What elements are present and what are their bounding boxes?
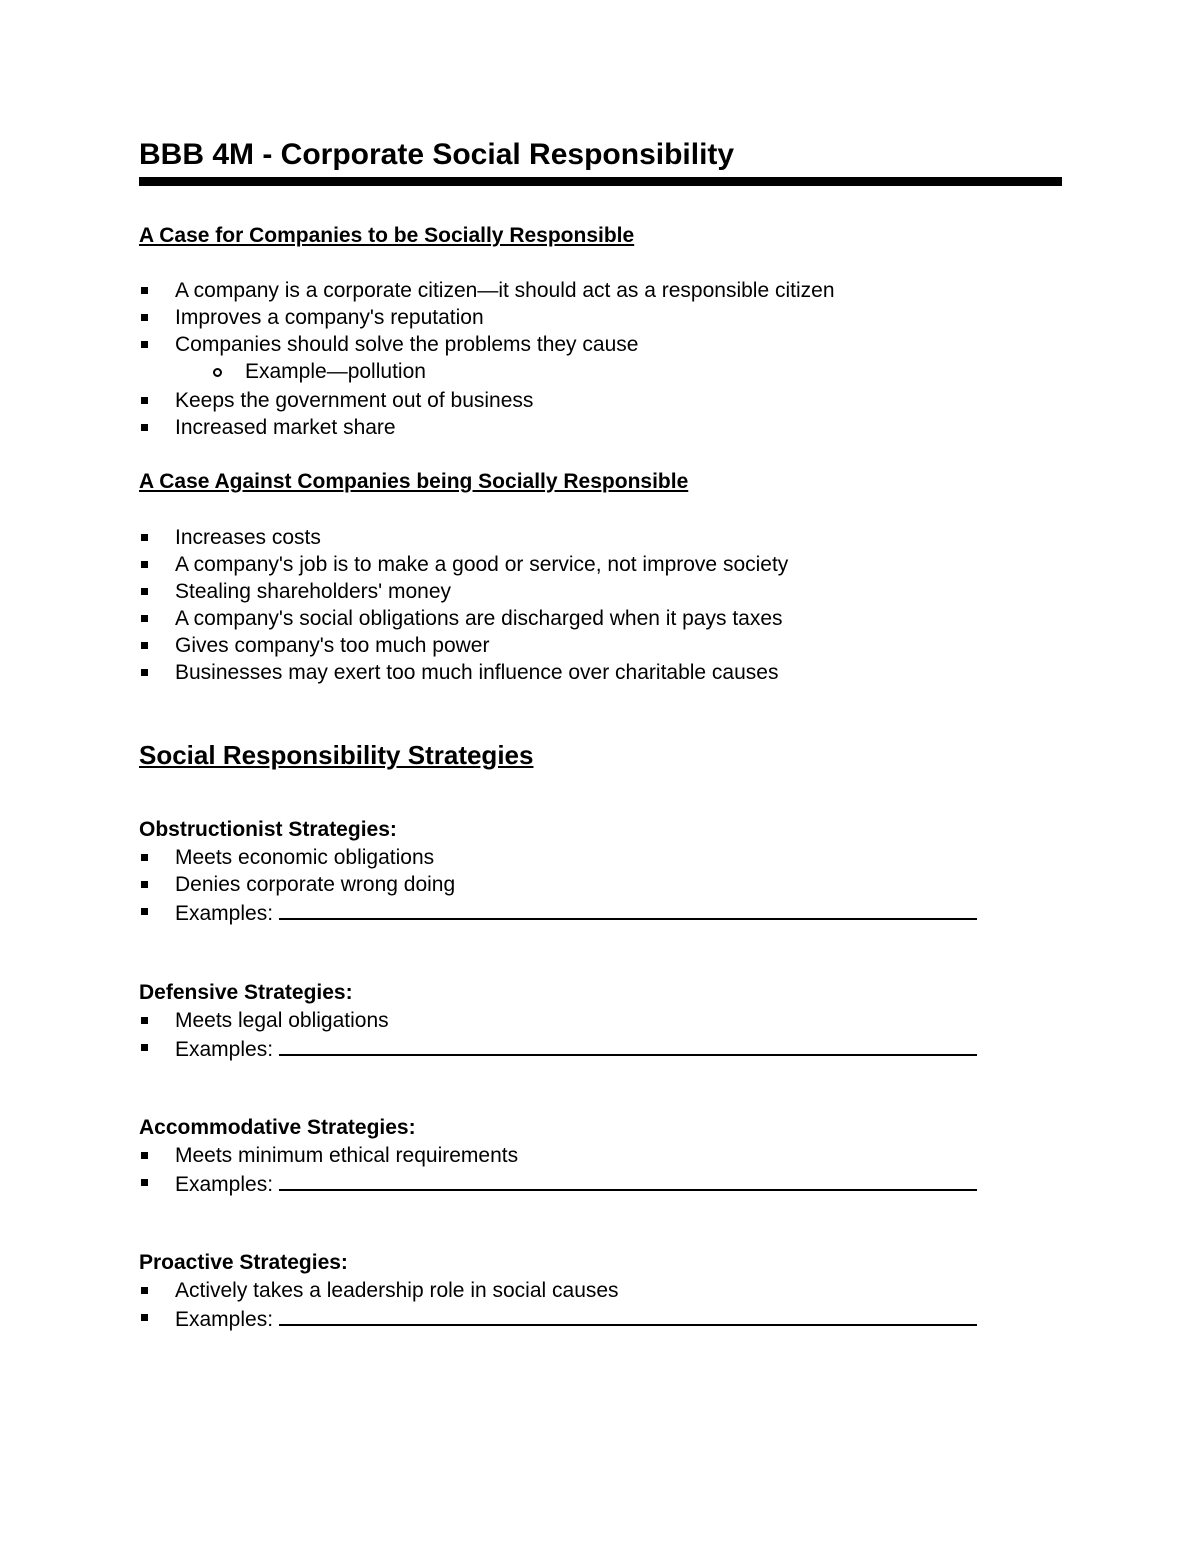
accommodative-list [139, 1142, 977, 1196]
proactive-list [139, 1277, 977, 1331]
defensive-heading: Defensive Strategies: [139, 981, 353, 1004]
accommodative-heading: Accommodative Strategies: [139, 1116, 416, 1139]
examples-blank-line[interactable] [279, 1169, 977, 1191]
list-item: Keeps the government out of business [139, 387, 835, 414]
square-bullet-icon [141, 1044, 148, 1051]
square-bullet-icon [141, 1179, 148, 1186]
square-bullet-icon [141, 669, 148, 676]
list-item: Gives company's too much power [139, 632, 788, 659]
defensive-list [139, 1007, 977, 1061]
square-bullet-icon [141, 1017, 148, 1024]
case-against-heading: A Case Against Companies being Socially Responsible [139, 470, 689, 493]
list-item: Examples: [139, 1034, 977, 1061]
strategies-heading: Social Responsibility Strategies [139, 740, 534, 770]
square-bullet-icon [141, 1287, 148, 1294]
square-bullet-icon [141, 1314, 148, 1321]
list-item: Companies should solve the problems they cause [139, 331, 835, 358]
square-bullet-icon [141, 314, 148, 321]
page-title: BBB 4M - Corporate Social Responsibility [139, 138, 735, 171]
square-bullet-icon [141, 424, 148, 431]
case-for-heading: A Case for Companies to be Socially Responsible [139, 224, 635, 247]
list-item: Examples: [139, 1169, 977, 1196]
list-item: Examples: [139, 898, 977, 925]
square-bullet-icon [141, 588, 148, 595]
square-bullet-icon [141, 341, 148, 348]
list-item: Meets minimum ethical requirements [139, 1142, 977, 1169]
list-item: Stealing shareholders' money [139, 578, 788, 605]
square-bullet-icon [141, 615, 148, 622]
square-bullet-icon [141, 397, 148, 404]
case-against-list [139, 524, 788, 686]
proactive-heading: Proactive Strategies: [139, 1251, 348, 1274]
list-item: A company's job is to make a good or service, not improve society [139, 551, 788, 578]
list-item: Increases costs [139, 524, 788, 551]
square-bullet-icon [141, 534, 148, 541]
obstructionist-heading: Obstructionist Strategies: [139, 818, 397, 841]
list-item: Meets economic obligations [139, 844, 977, 871]
examples-blank-line[interactable] [279, 1304, 977, 1326]
list-item: Meets legal obligations [139, 1007, 977, 1034]
square-bullet-icon [141, 287, 148, 294]
square-bullet-icon [141, 1152, 148, 1159]
circle-bullet-icon [213, 368, 222, 377]
square-bullet-icon [141, 881, 148, 888]
list-item: Increased market share [139, 414, 835, 441]
obstructionist-list [139, 844, 977, 925]
title-underline-rule [139, 177, 1062, 186]
list-item: Businesses may exert too much influence over charitable causes [139, 659, 788, 686]
examples-blank-line[interactable] [279, 1034, 977, 1056]
list-item: A company's social obligations are discharged when it pays taxes [139, 605, 788, 632]
list-item: Improves a company's reputation [139, 304, 835, 331]
case-for-list [139, 277, 835, 441]
square-bullet-icon [141, 908, 148, 915]
list-item: A company is a corporate citizen—it should act as a responsible citizen [139, 277, 835, 304]
examples-blank-line[interactable] [279, 898, 977, 920]
list-item: Denies corporate wrong doing [139, 871, 977, 898]
list-item: Actively takes a leadership role in social causes [139, 1277, 977, 1304]
square-bullet-icon [141, 642, 148, 649]
square-bullet-icon [141, 561, 148, 568]
list-item: Examples: [139, 1304, 977, 1331]
sub-list-item: Example—pollution [139, 358, 835, 385]
square-bullet-icon [141, 854, 148, 861]
